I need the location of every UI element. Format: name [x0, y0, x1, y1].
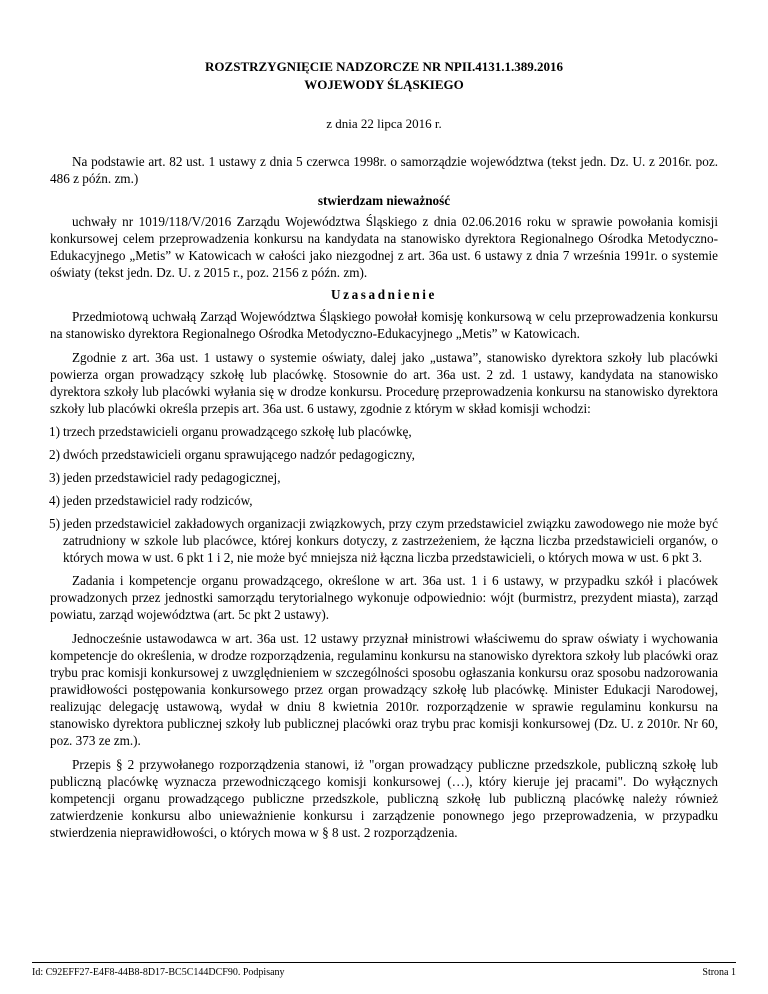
- list-item: [49, 469, 718, 486]
- list-item: [49, 446, 718, 463]
- justification-paragraph-2: Zgodnie z art. 36a ust. 1 ustawy o systemie oświaty, dalej jako „ustawa”, stanowisko dyrektora szkoły lub placówki powierza organ prowadzący szkołę lub placówkę. Stosownie do art. 36a ust. 2 zd. 1 ustawy, kandydata na stanowisko dyrektora szkoły lub placówki wyłania się w drodze konkursu. Procedurę przeprowadzenia konkursu na stanowisko dyrektora szkoły lub placówki określa przepis art. 36a ust. 6 ustawy, zgodnie z którym w skład komisji wchodzi:: [50, 350, 718, 416]
- decision-paragraph: uchwały nr 1019/118/V/2016 Zarządu Województwa Śląskiego z dnia 02.06.2016 roku w sprawie powołania komisji konkursowej celem przeprowadzenia konkursu na kandydata na stanowisko dyrektora Regionalnego Ośrodka Metodyczno-Edukacyjnego „Metis” w Katowicach w całości jako niezgodnej z art. 36a ust. 6 ustawy z dnia 7 września 1991r. o systemie oświaty (tekst jedn. Dz. U. z 2015 r., poz. 2156 z późn. zm).: [50, 214, 718, 280]
- document-date: z dnia 22 lipca 2016 r.: [326, 116, 442, 131]
- list-item-number: 2): [49, 447, 60, 462]
- list-item: [49, 515, 718, 566]
- justification-paragraph-1: Przedmiotową uchwałą Zarząd Województwa Śląskiego powołał komisję konkursową w celu przeprowadzenia konkursu na stanowisko dyrektora Regionalnego Ośrodka Metodyczno-Edukacyjnego „Metis” w Katowicach.: [50, 309, 718, 341]
- document-title-line1: ROZSTRZYGNIĘCIE NADZORCZE NR NPII.4131.1.389.2016: [205, 59, 563, 74]
- page-number: Strona 1: [702, 967, 736, 978]
- list-item: [49, 492, 718, 509]
- list-item-text: jeden przedstawiciel zakładowych organizacji związkowych, przy czym przedstawiciel związku zawodowego nie może być zatrudniony w szkole lub placówce, której konkurs dotyczy, z zastrzeżeniem, że łączna liczba przedstawicieli organów, o których mowa w ust. 6 pkt 1 i 2, nie może być mniejsza niż łączna liczba przedstawicieli, o których mowa w ust. 6 pkt 3.: [63, 516, 718, 565]
- legal-basis-paragraph: Na podstawie art. 82 ust. 1 ustawy z dnia 5 czerwca 1998r. o samorządzie województwa (tekst jedn. Dz. U. z 2016r. poz. 486 z późn. zm.): [50, 154, 718, 186]
- list-item-text: dwóch przedstawicieli organu sprawującego nadzór pedagogiczny,: [63, 447, 415, 462]
- page-footer: [32, 962, 736, 978]
- justification-paragraph-5: Przepis § 2 przywołanego rozporządzenia stanowi, iż "organ prowadzący publiczne przedszkole, publiczną szkołę lub publiczną placówkę wyznacza przewodniczącego komisji konkursowej (…), który kieruje jej pracami". Do wyłącznych kompetencji organu prowadzącego publiczne przedszkole, publiczną szkołę lub publiczną placówkę należy również zatwierdzenie konkursu albo unieważnienie konkursu i zarządzenie ponownego jego przeprowadzenia, w przypadku stwierdzenia nieprawidłowości, o których mowa w § 8 ust. 2 rozporządzenia.: [50, 757, 718, 840]
- justification-paragraph-4: Jednocześnie ustawodawca w art. 36a ust. 12 ustawy przyznał ministrowi właściwemu do spraw oświaty i wychowania kompetencje do określenia, w drodze rozporządzenia, regulaminu konkursu na stanowisko dyrektora szkoły lub placówki oraz trybu prac komisji konkursowej z uwzględnieniem w szczególności sposobu ogłaszania konkursu oraz sposobu nadzorowania prawidłowości postępowania konkursowego przez organ prowadzący szkołę lub placówkę. Minister Edukacji Narodowej, realizując delegację ustawową, wydał w dniu 8 kwietnia 2010r. rozporządzenie w sprawie regulaminu konkursu na stanowisko dyrektora publicznej szkoły lub publicznej placówki oraz trybu prac komisji konkursowej (Dz. U. z 2010r. Nr 60, poz. 373 ze zm.).: [50, 631, 718, 748]
- list-item-text: jeden przedstawiciel rady pedagogicznej,: [63, 470, 281, 485]
- list-item-number: 4): [49, 493, 60, 508]
- list-item-text: jeden przedstawiciel rady rodziców,: [63, 493, 253, 508]
- list-item-number: 3): [49, 470, 60, 485]
- justification-paragraph-3: Zadania i kompetencje organu prowadzącego, określone w art. 36a ust. 1 i 6 ustawy, w przypadku szkół i placówek prowadzonych przez jednostki samorządu terytorialnego wykonuje odpowiednio: wójt (burmistrz, prezydent miasta), zarząd powiatu, zarząd województwa (art. 5c pkt 2 ustawy).: [50, 573, 718, 622]
- committee-composition-list: [50, 423, 718, 566]
- document-id: Id: C92EFF27-E4F8-44B8-8D17-BC5C144DCF90. Podpisany: [32, 967, 285, 978]
- decision-heading: stwierdzam nieważność: [317, 193, 451, 208]
- document-title-line2: WOJEWODY ŚLĄSKIEGO: [304, 77, 464, 92]
- justification-heading: Uzasadnienie: [331, 287, 437, 302]
- list-item-number: 5): [49, 516, 60, 531]
- document-page: [50, 58, 718, 841]
- list-item-number: 1): [49, 424, 60, 439]
- list-item: [49, 423, 718, 440]
- list-item-text: trzech przedstawicieli organu prowadzącego szkołę lub placówkę,: [63, 424, 412, 439]
